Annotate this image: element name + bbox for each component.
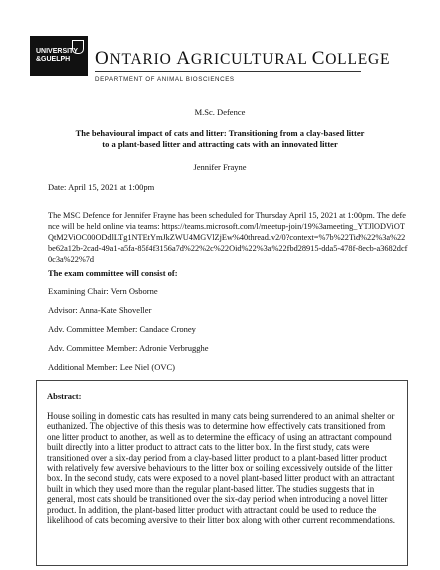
abstract-box <box>36 380 408 566</box>
department-name: DEPARTMENT OF ANIMAL BIOSCIENCES <box>95 76 235 83</box>
candidate-name: Jennifer Frayne <box>193 162 247 172</box>
committee-member: Additional Member: Lee Niel (OVC) <box>48 362 175 372</box>
committee-member: Adv. Committee Member: Adronie Verbrugghe <box>48 343 209 353</box>
committee-member: Examining Chair: Vern Osborne <box>48 286 158 296</box>
logo-text: UNIVERSITY &GUELPH <box>36 48 79 63</box>
committee-heading: The exam committee will consist of: <box>48 268 178 278</box>
abstract-text: House soiling in domestic cats has resulted in many cats being surrendered to an animal shelter or euthanized. The objective of this thesis was to determine how effectively cats transitioned from one litter product to another, as well as to determine the efficacy of using an attractant compound built directly into a litter product to attract cats to the litter box. In the first study, cats were transitioned over a six-day period from a clay-based litter product to a plant-based litter product with relatively few aversive behaviours to the litter box or soiling excessively outside of the litter box. In the second study, cats were exposed to a novel plant-based litter product with an attractant built in which they used more than the regular plant-based litter. The studies suggests that in general, most cats should be transitioned over the six-day period when introducing a novel litter product. In addition, the plant-based litter product with attractant could be used to reduce the likelihood of cats becoming aversive to their litter box along with other current recommendations. <box>47 411 395 526</box>
header-divider <box>95 71 361 72</box>
date-line: Date: April 15, 2021 at 1:00pm <box>48 182 155 192</box>
university-logo <box>30 36 88 76</box>
announcement-paragraph[interactable]: The MSC Defence for Jennifer Frayne has been scheduled for Thursday April 15, 2021 at 1:00pm. The defence will be held online via teams: https://teams.microsoft.com/l/meetup-join/19%3ameeting_YTJlODViOTQtM2ViOC00ODdlLTg1NTEtYmJkZWU4MGVlZjEw%40thread.v2/0?context=%7b%22Tid%22%3a%22be62a12b-2cad-49a1-a5fa-85f4f3156a7d%22%2c%22Oid%22%3a%22fbd28915-dda5-478f-8ecb-a3682dcf0c3a%22%7d <box>48 211 408 264</box>
abstract-heading: Abstract: <box>47 391 82 401</box>
thesis-title-line1: The behavioural impact of cats and litter: Transitioning from a clay-based litter <box>75 128 365 138</box>
event-type: M.Sc. Defence <box>194 107 246 117</box>
college-name: ONTARIO AGRICULTURAL COLLEGE <box>95 48 391 69</box>
committee-member: Adv. Committee Member: Candace Croney <box>48 324 196 334</box>
thesis-title-line2: to a plant-based litter and attracting cats with an innovated litter <box>102 139 338 149</box>
committee-member: Advisor: Anna-Kate Shoveller <box>48 305 152 315</box>
